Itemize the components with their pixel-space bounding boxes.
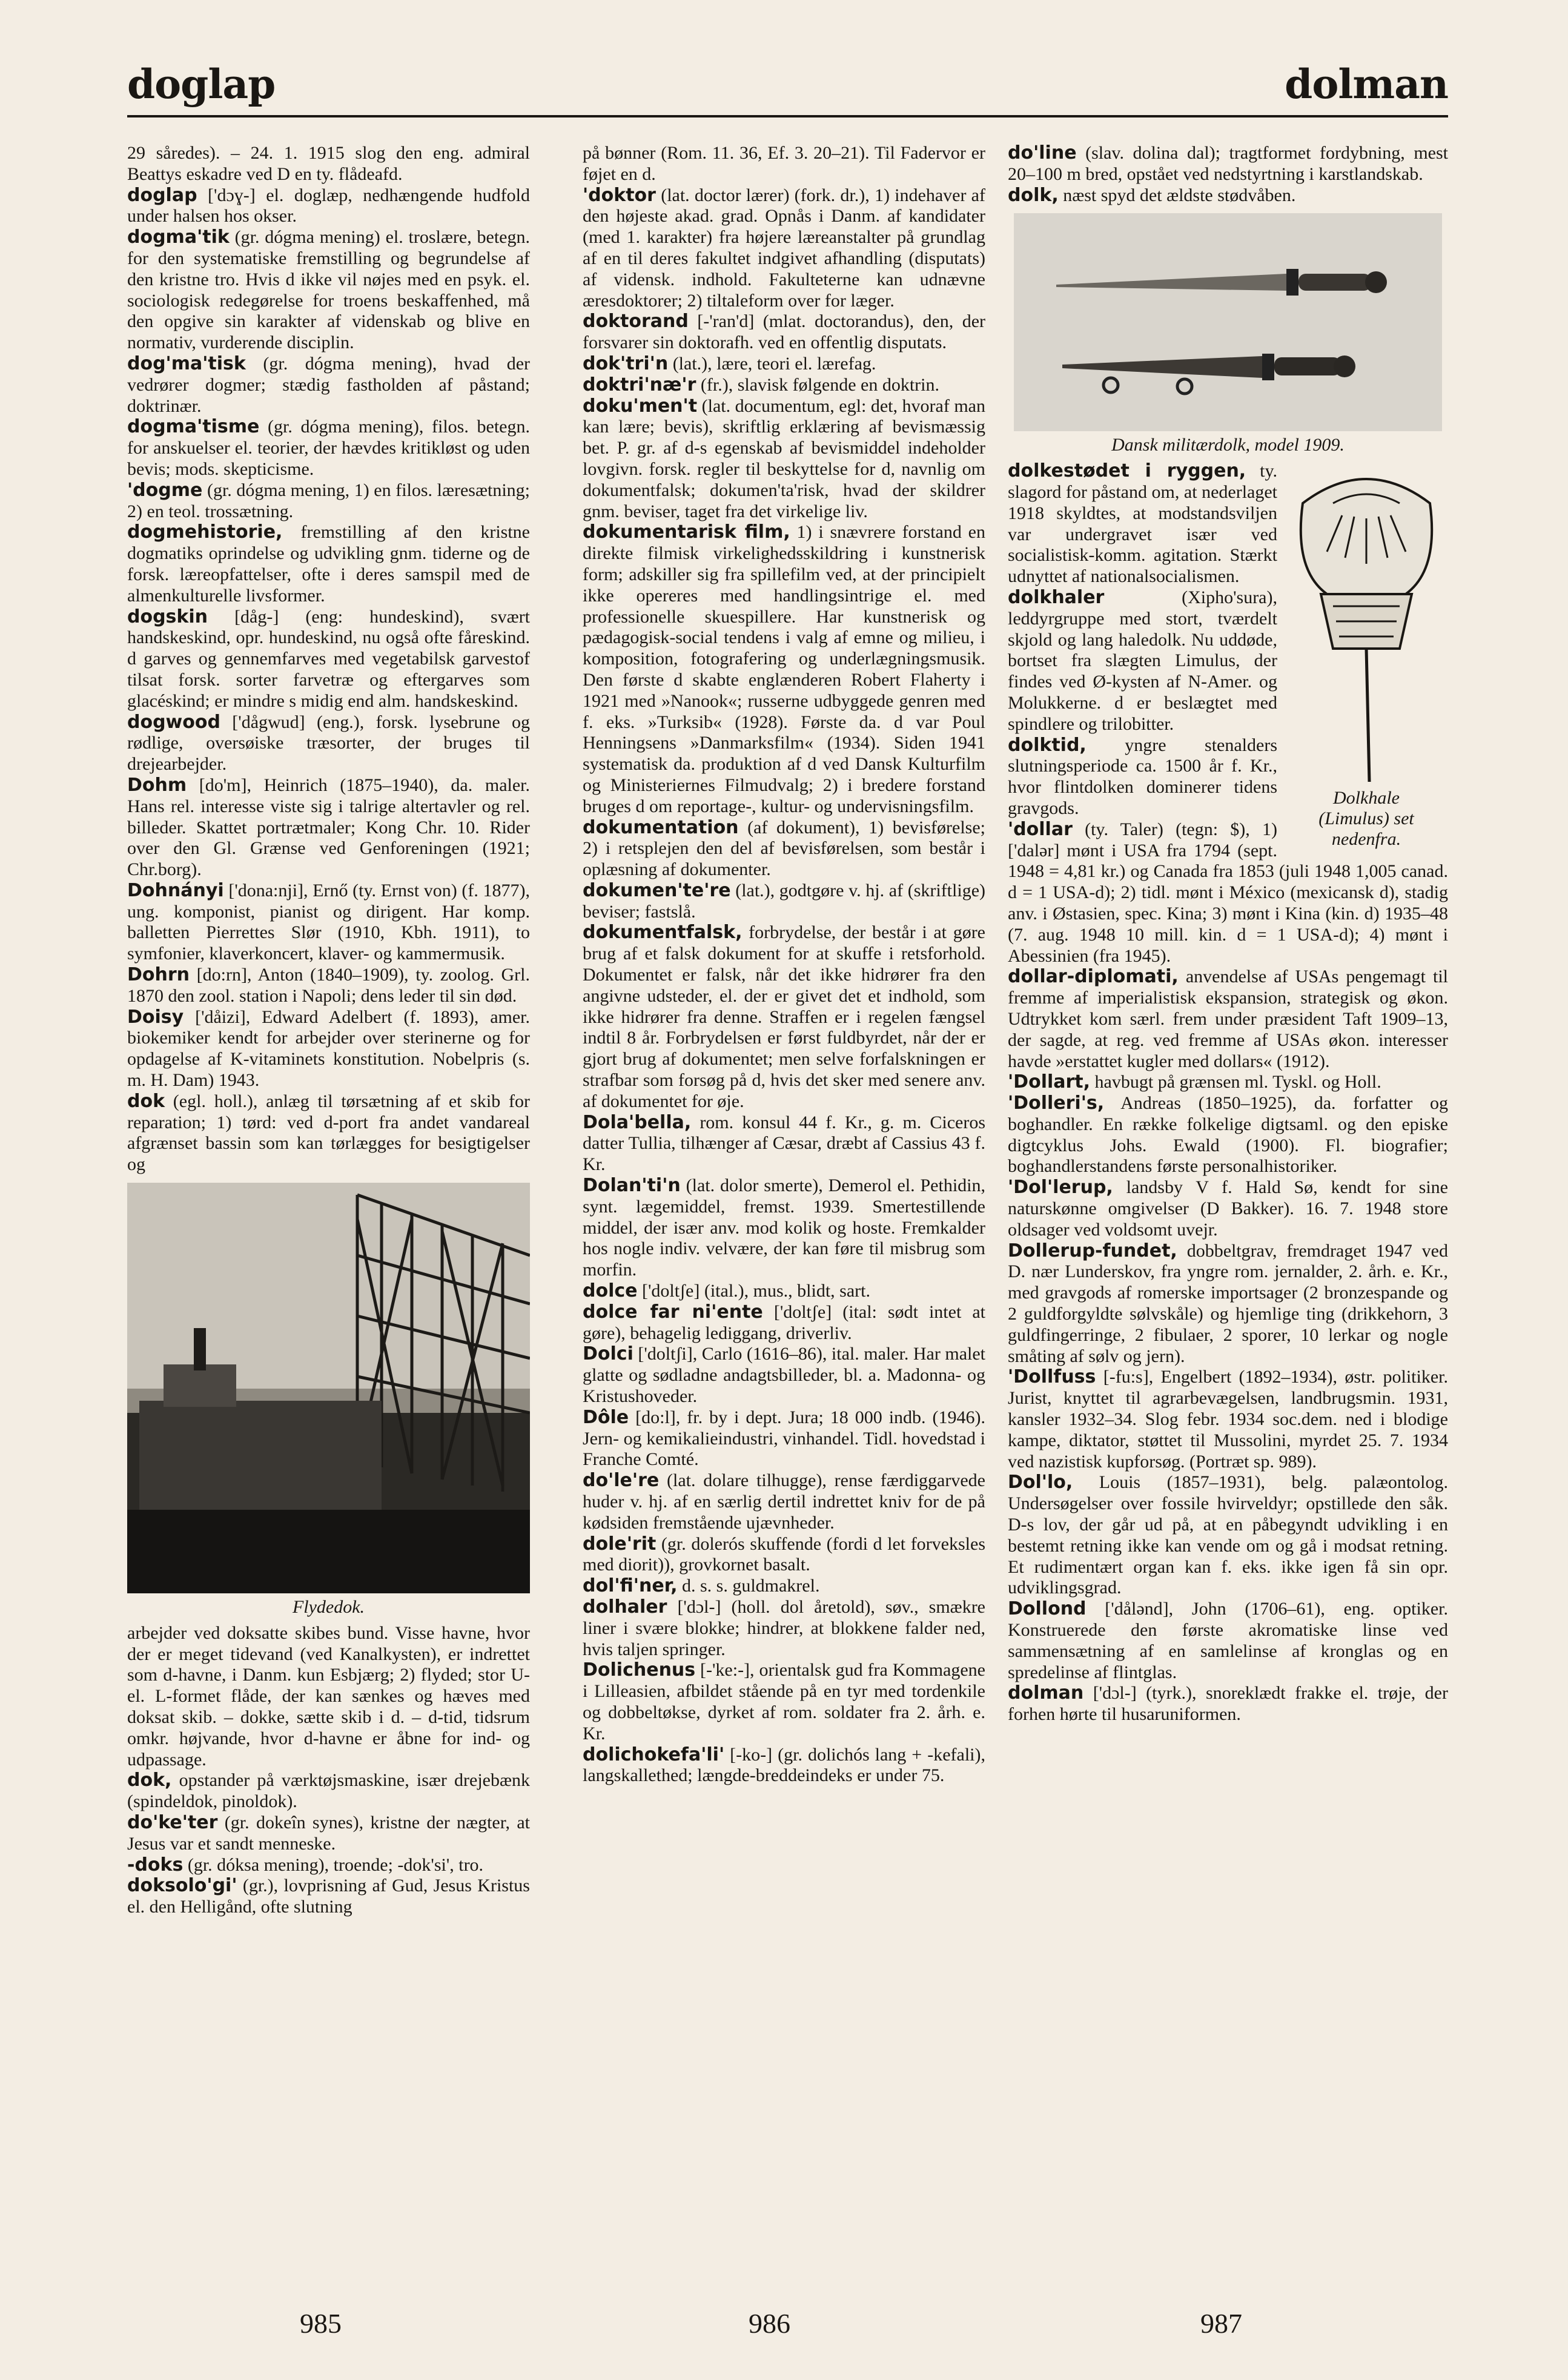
entry-text: ['dɔɣ-] el. doglæp, nedhængende hudfold under halsen hos okser. xyxy=(127,185,530,226)
dictionary-entry xyxy=(1008,1072,1448,1093)
entry-headword: 'Dollart, xyxy=(1008,1071,1091,1093)
entry-text: 1) i snævrere forstand en direkte filmisk virkelighedsskildring i kunstnerisk form; adskiller sig fra spillefilm ved, at der principielt ikke opereres med handlingsintrige el. med professionelle skuespillere. Har kunstnerisk og pædagogisk-social tendens i valg af emne og milieu, i komposition, fotografering og underlægningsmusik. Den første d skabte englænderen Robert Flaherty i 1921 med »Nanook«; russerne udbyggede genren med f. eks. »Turksib« (1928). Første da. d var Poul Henningsens »Danmarksfilm« (1934). Siden 1941 systematisk da. produktion af d ved Dansk Kulturfilm og Ministeriernes Filmudvalg; 2) i bredere forstand bruges d om reportage-, kultur- og undervisningsfilm. xyxy=(583,522,985,816)
column-3-entries-top xyxy=(1008,143,1448,206)
entry-headword: 'dogme xyxy=(127,479,203,501)
dictionary-entry xyxy=(127,1623,530,1771)
dictionary-entry xyxy=(127,607,530,712)
entry-text: 29 såredes). – 24. 1. 1915 slog den eng. admiral Beattys eskadre ved D en ty. flådeafd. xyxy=(127,143,530,184)
entry-text: (ty. Taler) (tegn: $), 1) ['dalər] mønt i USA fra 1794 (sept. 1948 = 4,81 kr.) og Canada fra 1853 (juli 1948 1,005 canad. d = 1 USA-d); 2) tidl. mønt i México (mexicansk d), stadig anv. i Østasien, spec. Kina; 3) mønt i Kina (kin. d) 1935–48 (7. aug. 1948 10 mill. kin. d = 1 USA-d); 4) mønt i Abessinien (fra 1945). xyxy=(1008,819,1448,966)
dictionary-entry xyxy=(583,185,985,312)
dictionary-entry xyxy=(127,712,530,775)
entry-headword: dokumentarisk film, xyxy=(583,521,790,543)
entry-text: (lat. doctor lærer) (fork. dr.), 1) indehaver af den højeste akad. grad. Opnås i Danm. af kandidater (med 1. karakter) fra højere læreanstalter på grundlag af en til deres fakultet indgivet afhandling (disputats) af vidensk. indhold. Fakulteterne kan udnævne æresdoktorer; 2) tiltaleform over for læger. xyxy=(583,185,985,311)
entry-headword: dok xyxy=(127,1090,165,1112)
dictionary-entry xyxy=(583,396,985,523)
dictionary-entry xyxy=(127,1091,530,1175)
dictionary-entry xyxy=(583,1281,985,1302)
entry-headword: dogmehistorie, xyxy=(127,521,283,543)
entry-headword: dogskin xyxy=(127,606,208,627)
entry-text: ['dɔl-] (tyrk.), snoreklædt frakke el. trøje, der forhen hørte til husaruniformen. xyxy=(1008,1683,1448,1725)
entry-text: (gr. dógma mening) el. troslære, betegn. for den systematiske fremstilling og begrundelse af den kristne tro. Hvis d ikke vil nøjes med en psyk. el. sociologisk redegørelse for troens beskaffenhed, må den opgive sin karakter af videnskab og blive en normativ, vurderende disciplin. xyxy=(127,227,530,353)
entry-headword: do'le're xyxy=(583,1470,660,1492)
entry-text: (lat.), godtgøre v. hj. af (skriftlige) beviser; fastslå. xyxy=(583,880,985,922)
dictionary-entry xyxy=(1008,1472,1448,1599)
dictionary-entry xyxy=(127,1855,530,1876)
entry-headword: dolce far ni'ente xyxy=(583,1301,763,1323)
figure-dolkhale xyxy=(1285,461,1448,850)
dictionary-entry xyxy=(583,1576,985,1597)
entry-text: forbrydelse, der består i at gøre brug af et falsk dokument for at skuffe i retsforhold. Dokumentet er falsk, når det ikke hidrører fra den angivne udsteder, el. der er givet det et indhold, som ikke hidrører fra denne. Straffen er i regelen fængsel indtil 8 år. Forbrydelsen er først fuldbyrdet, når der er gjort brug af dokumentet; men selve forfalskningen er strafbar som forsøg på d, hvis det sker med senere anv. af dokumentet for øje. xyxy=(583,922,985,1111)
dictionary-entry xyxy=(583,1597,985,1660)
entry-text: (gr. dóksa mening), troende; -dok'si', tro. xyxy=(183,1854,484,1875)
entry-text: [-'ke:-], orientalsk gud fra Kommagene i Lilleasien, afbildet stående på en tyr med tordenkile og dobbeltøkse, dyrket af rom. soldater fra 2. årh. e. Kr. xyxy=(583,1660,985,1744)
figure-dolk xyxy=(1008,213,1448,456)
entry-text: (gr. dolerós skuffende (fordi d let forveksles med diorit)), grovkornet basalt. xyxy=(583,1533,985,1575)
entry-headword: Dollerup-fundet, xyxy=(1008,1240,1177,1261)
dictionary-entry xyxy=(583,1344,985,1407)
entry-headword: dogwood xyxy=(127,711,220,733)
entry-text: ['dågwud] (eng.), forsk. lysebrune og rødlige, oversøiske træsorter, der bruges til drejearbejder. xyxy=(127,712,530,775)
dictionary-entry xyxy=(1008,1367,1448,1472)
entry-text: opstander på værktøjsmaskine, især drejebænk (spindeldok, pinoldok). xyxy=(127,1770,530,1812)
dictionary-entry xyxy=(583,1175,985,1281)
entry-headword: dokumentfalsk, xyxy=(583,922,743,944)
entry-headword: dok'tri'n xyxy=(583,352,669,374)
entry-text: ['doltʃi], Carlo (1616–86), ital. maler. Har malet glatte og sødladne andagtsbilleder, bl. a. Madonna- og Kristushoveder. xyxy=(583,1344,985,1407)
entry-text: d. s. s. guldmakrel. xyxy=(677,1576,820,1596)
figure-caption-dolkhale-3: nedenfra. xyxy=(1331,829,1401,850)
entry-headword: dolman xyxy=(1008,1682,1084,1704)
entry-text: (af dokument), 1) bevisførelse; 2) i retsplejen den del af bevisførelsen, som består i oplæsning af dokumenter. xyxy=(583,817,985,880)
column-1 xyxy=(127,143,530,2275)
running-head-right: dolman xyxy=(1285,61,1448,108)
page-number-right: 987 xyxy=(1200,2308,1242,2339)
dictionary-entry xyxy=(1008,143,1448,185)
entry-text: ty. slagord for påstand om, at nederlaget 1918 skyldtes, at modstandsviljen var undergravet især ved socialistisk-komm. agitation. Stærkt udnyttet af nationalsocialismen. xyxy=(1008,461,1278,587)
dictionary-entry xyxy=(583,1112,985,1175)
page-number-center: 986 xyxy=(749,2308,790,2339)
dictionary-entry xyxy=(1008,1177,1448,1240)
entry-headword: dolichokefa'li' xyxy=(583,1744,725,1765)
dictionary-entry xyxy=(583,375,985,396)
entry-text: ['doltʃe] (ital: sødt intet at gøre), behagelig lediggang, driverliv. xyxy=(583,1301,985,1343)
column-1-entries xyxy=(127,143,530,1175)
entry-headword: dog'ma'tisk xyxy=(127,352,246,374)
entry-headword: Dolichenus xyxy=(583,1659,696,1681)
dictionary-entry xyxy=(127,1007,530,1091)
dictionary-entry xyxy=(1008,967,1448,1072)
dictionary-entry xyxy=(583,1660,985,1744)
dictionary-entry xyxy=(583,1302,985,1344)
entry-text: (slav. dolina dal); tragtformet fordybning, mest 20–100 m bred, opstået ved nedstyrtning i karstlandskab. xyxy=(1008,143,1448,184)
entry-text: (gr. dógma mening, 1) en filos. læresætning; 2) en teol. trossætning. xyxy=(127,480,530,521)
dictionary-entry xyxy=(583,1407,985,1470)
entry-text: [-'ran'd] (mlat. doctorandus), den, der forsvarer sin doktorafh. ved en offentlig disputats. xyxy=(583,311,985,353)
dictionary-entry xyxy=(583,354,985,375)
page-number-left: 985 xyxy=(300,2308,342,2339)
entry-text: (egl. holl.), anlæg til tørsætning af et skib for reparation; 1) tørd: ved d-port fra andet vandareal afgrænset bassin som kan tørlægges for besigtigelser og xyxy=(127,1091,530,1175)
entry-headword: 'doktor xyxy=(583,184,656,206)
entry-headword: doku'men't xyxy=(583,395,698,417)
column-2 xyxy=(583,143,985,2275)
dictionary-entry xyxy=(1008,1093,1448,1177)
entry-headword: dogma'tik xyxy=(127,226,230,248)
dictionary-entry xyxy=(127,417,530,480)
entry-text: (gr. dokeîn synes), kristne der nægter, at Jesus var et sandt menneske. xyxy=(127,1813,530,1854)
entry-text: [do'm], Heinrich (1875–1940), da. maler. Hans rel. interesse viste sig i talrige altertavler og rel. billeder. Skattet portrætmaler; Kong Chr. 10. Rider over den Gl. Grænse ved Genforeningen (1921; Chr.borg). xyxy=(127,775,530,880)
entry-text: næst spyd det ældste stødvåben. xyxy=(1058,185,1296,205)
horseshoe-crab-illustration xyxy=(1285,461,1448,788)
entry-text: ['dɔl-] (holl. dol åretold), søv., smækre liner i svære blokke; hindrer, at blokkene falder ned, hvis taljen springer. xyxy=(583,1596,985,1659)
dictionary-entry xyxy=(583,522,985,817)
dictionary-entry xyxy=(127,480,530,523)
dictionary-entry xyxy=(583,311,985,354)
dictionary-entry xyxy=(127,1813,530,1855)
entry-headword: Dol'lo, xyxy=(1008,1472,1073,1493)
dictionary-entry xyxy=(583,143,985,185)
entry-text: [dåg-] (eng: hundeskind), svært handskeskind, opr. hundeskind, nu også ofte fåreskind. d garves og gennemfarves med vegetabilsk garvestof tilsat forsk. sorter farvetræ og eftergarves som glacéskind; er mindre s midig end alm. handskeskind. xyxy=(127,606,530,711)
dictionary-entry xyxy=(127,143,530,185)
dictionary-entry xyxy=(127,185,530,228)
entry-text: rom. konsul 44 f. Kr., g. m. Ciceros datter Tullia, tilhænger af Cæsar, dræbt af Cassius 43 f. Kr. xyxy=(583,1112,985,1175)
entry-text: [do:l], fr. by i dept. Jura; 18 000 indb. (1946). Jern- og kemikalieindustri, vinhandel. Tidl. hovedstad i Franche Comté. xyxy=(583,1407,985,1470)
dictionary-entry xyxy=(583,1745,985,1787)
dictionary-entry xyxy=(1008,1241,1448,1367)
entry-headword: dolce xyxy=(583,1280,638,1302)
entry-headword: Dôle xyxy=(583,1406,629,1428)
dictionary-entry xyxy=(583,881,985,923)
column-3 xyxy=(1008,143,1448,2275)
figure-caption-dolkhale-1: Dolkhale xyxy=(1333,788,1400,808)
entry-headword: Dollond xyxy=(1008,1598,1087,1620)
entry-text: arbejder ved doksatte skibes bund. Visse havne, hvor der er meget tidevand (ved Kanalkysten), er indrettet som d-havne, i Danm. kun Esbjærg; 2) flyded; stor U- el. L-formet flåde, der kan sænkes og hæves med doksat skib. – dokke, sætte skib i d. – d-tid, tidsrum omkr. højvande, hvor d-havne er åbne for ind- og udpassage. xyxy=(127,1622,530,1770)
figure-flydedok xyxy=(127,1183,530,1618)
entry-text: på bønner (Rom. 11. 36, Ef. 3. 20–21). Til Fadervor er føjet en d. xyxy=(583,143,985,184)
column-2-entries xyxy=(583,143,985,1787)
entry-text: (lat. documentum, egl: det, hvoraf man kan lære; bevis), skriftlig erklæring af bevismæssig bet. P. gr. af d-s egenskab af bevismiddel indeholder lovgivn. forsk. regler til beskyttelse for d, navnlig om dokumentfalsk; dokumen'ta'risk, hvad der skildrer gnm. beviser, taget fra det virkelige liv. xyxy=(583,395,985,521)
flydedok-photo xyxy=(127,1183,530,1593)
entry-text: yngre stenalders slutningsperiode ca. 1500 år f. Kr., hvor flintdolken dominerer tidens gravgods. xyxy=(1008,735,1277,818)
entry-text: Andreas (1850–1925), da. forfatter og boghandler. En række folkelige digtsaml. og den episke digtcyklus Johs. Ewald (1900). Fl. biografier; boghandlerstandens første personalhistoriker. xyxy=(1008,1093,1448,1177)
entry-text: ['dåizi], Edward Adelbert (f. 1893), amer. biokemiker kendt for arbejder over sterinerne og for opdagelse af K-vitaminets konstitution. Nobelpris (s. m. H. Dam) 1943. xyxy=(127,1007,530,1091)
entry-headword: doktorand xyxy=(583,311,689,332)
entry-headword: -doks xyxy=(127,1854,184,1876)
entry-headword: dokumentation xyxy=(583,816,739,838)
dictionary-entry xyxy=(583,1534,985,1576)
entry-text: [-ko-] (gr. dolichós lang + -kefali), langskallethed; længde-breddeindeks er under 75. xyxy=(583,1744,985,1786)
entry-headword: Dola'bella, xyxy=(583,1111,692,1133)
dictionary-entry xyxy=(127,1770,530,1813)
entry-text: (gr. dógma mening), filos. betegn. for anskuelser el. teorier, der hævdes kritikløst og uden bevis; mods. skepticisme. xyxy=(127,417,530,479)
entry-headword: do'ke'ter xyxy=(127,1812,218,1834)
entry-headword: Dohm xyxy=(127,774,187,796)
entry-text: [do:rn], Anton (1840–1909), ty. zoolog. Grl. 1870 den zool. station i Napoli; dens leder til sin død. xyxy=(127,965,530,1006)
dictionary-entry xyxy=(127,1876,530,1918)
entry-text: Louis (1857–1931), belg. palæontolog. Undersøgelser over fossile hvirveldyr; opstillede den såk. D-s lov, der går ud på, at en påbegyndt udvikling i en bestemt retning ikke kan vende om og gå i modsat retning. Et rudimentært organ kan f. eks. ikke igen få sin opr. udviklingsgrad. xyxy=(1008,1472,1448,1598)
header-rule xyxy=(127,115,1448,117)
entry-text: ['doltʃe] (ital.), mus., blidt, sart. xyxy=(637,1281,870,1301)
entry-text: ['dålənd], John (1706–61), eng. optiker. Konstruerede den første akromatiske linse ved sammensætning af en samlelinse af kronglas og en spredelinse af flintglas. xyxy=(1008,1599,1448,1682)
dictionary-entry xyxy=(127,522,530,606)
dictionary-entry xyxy=(1008,185,1448,207)
entry-text: havbugt på grænsen ml. Tyskl. og Holl. xyxy=(1090,1072,1381,1092)
dictionary-entry xyxy=(583,1470,985,1533)
entry-text: ['dona:nji], Ernő (ty. Ernst von) (f. 1877), ung. komponist, pianist og dirigent. Har komp. balletten Pierrettes Slør (1910, Kbh. 1911), to symfonier, klaverkoncert, klaver- og kammermusik. xyxy=(127,880,530,964)
dictionary-entry xyxy=(1008,1683,1448,1725)
entry-headword: Dohrn xyxy=(127,964,190,986)
entry-headword: dollar-diplomati, xyxy=(1008,966,1179,988)
entry-text: dobbeltgrav, fremdraget 1947 ved D. nær Lunderskov, fra yngre rom. jernalder, 2. årh. e. Kr., med gravgods af romerske importsager (2 bronzespande og 2 guldforgyldte sølvskåle) og hjemlige ting (drikkehorn, 3 guldfingerringe, 2 fibulaer, 2 sporer, 10 lerkar og nogle småting af sølv og jern). xyxy=(1008,1240,1448,1366)
entry-text: (gr.), lovprisning af Gud, Jesus Kristus el. den Helligånd, ofte slutning xyxy=(127,1876,530,1917)
entry-headword: dole'rit xyxy=(583,1533,657,1555)
entry-text: (fr.), slavisk følgende en doktrin. xyxy=(696,374,939,395)
entry-text: (lat. dolor smerte), Demerol el. Pethidin, synt. lægemiddel, fremst. 1939. Smertestillende middel, der især anv. mod kolik og hoste. Fremkalder hos nogle indiv. velvære, der kan føre til misbrug som morfin. xyxy=(583,1175,985,1280)
dictionary-entry xyxy=(127,775,530,881)
entry-headword: do'line xyxy=(1008,143,1077,164)
entry-headword: dolk, xyxy=(1008,184,1059,206)
entry-headword: Dolci xyxy=(583,1343,633,1365)
entry-text: [-fu:s], Engelbert (1892–1934), østr. politiker. Jurist, knyttet til agrarbevægelsen, landbrugsmin. 1931, kansler 1932–34. Slog febr. 1934 soc.dem. ned i blodige kampe, diktator, støttet til Mussolini, myrdet 25. 7. 1934 ved nazistisk kupforsøg. (Portræt sp. 989). xyxy=(1008,1367,1448,1472)
column-1-entries-continued xyxy=(127,1623,530,1918)
entry-headword: doglap xyxy=(127,184,197,206)
entry-headword: doktri'næ'r xyxy=(583,374,696,395)
entry-headword: dok, xyxy=(127,1770,172,1791)
entry-headword: dolkestødet i ryggen, xyxy=(1008,460,1246,482)
entry-headword: dolhaler xyxy=(583,1596,667,1618)
dictionary-entry xyxy=(127,965,530,1007)
dictionary-entry xyxy=(127,354,530,417)
entry-headword: dogma'tisme xyxy=(127,416,260,438)
entry-text: (lat. dolare tilhugge), rense færdiggarvede huder v. hj. af en særlig dertil indrettet kniv for de på kødsiden fremstående ujævnheder. xyxy=(583,1470,985,1533)
entry-text: (lat.), lære, teori el. lærefag. xyxy=(668,353,876,374)
entry-headword: dolkhaler xyxy=(1008,586,1105,608)
figure-caption-flydedok: Flydedok. xyxy=(292,1597,365,1618)
entry-text: anvendelse af USAs pengemagt til fremme af imperialistisk ekspansion, strategisk og økon. Udtrykket kom særl. frem under præsident Taft 1909–13, der sagde, at reg. ved fremme af USAs økon. interesser havde »erstattet kugler med dollars« (1912). xyxy=(1008,967,1448,1071)
dagger-illustration xyxy=(1008,213,1448,431)
figure-caption-dolkhale-2: (Limulus) set xyxy=(1318,808,1414,829)
entry-text: (Xipho'sura), leddyrgruppe med stort, tværdelt skjold og lang haledolk. Nu uddøde, bortset fra slægten Limulus, der findes ved Ø-kysten af N-Amer. og Molukkerne. d er beslægtet med spindlere og trilobitter. xyxy=(1008,587,1277,734)
entry-headword: 'dollar xyxy=(1008,818,1073,840)
entry-headword: Dohnányi xyxy=(127,879,224,901)
dictionary-entry xyxy=(1008,1599,1448,1683)
dictionary-entry xyxy=(127,881,530,965)
entry-headword: dol'fi'ner, xyxy=(583,1575,678,1597)
entry-headword: 'Dolleri's, xyxy=(1008,1092,1105,1114)
entry-headword: dokumen'te're xyxy=(583,879,731,901)
entry-headword: dolktid, xyxy=(1008,734,1087,756)
dictionary-entry xyxy=(127,227,530,354)
entry-text: landsby V f. Hald Sø, kendt for sine naturskønne omgivelser (D Bakker). 16. 7. 1948 store oldsager ved voldsomt uvejr. xyxy=(1008,1177,1448,1240)
dictionary-entry xyxy=(583,922,985,1112)
entry-headword: Dolan'ti'n xyxy=(583,1175,681,1197)
figure-caption-dolk: Dansk militærdolk, model 1909. xyxy=(1111,435,1345,455)
running-head-left: doglap xyxy=(127,61,276,108)
entry-headword: 'Dol'lerup, xyxy=(1008,1177,1113,1198)
entry-headword: Doisy xyxy=(127,1006,184,1028)
entry-text: (gr. dógma mening), hvad der vedrører dogmer; stædig fastholden af påstand; doktrinær. xyxy=(127,353,530,416)
entry-headword: doksolo'gi' xyxy=(127,1875,237,1897)
dictionary-entry xyxy=(583,818,985,881)
entry-text: fremstilling af den kristne dogmatiks oprindelse og udvikling gnm. tiderne og de forsk. læreopfattelser, ofte i deres samspil med de almenkulturelle livsformer. xyxy=(127,522,530,606)
entry-headword: 'Dollfuss xyxy=(1008,1366,1096,1388)
